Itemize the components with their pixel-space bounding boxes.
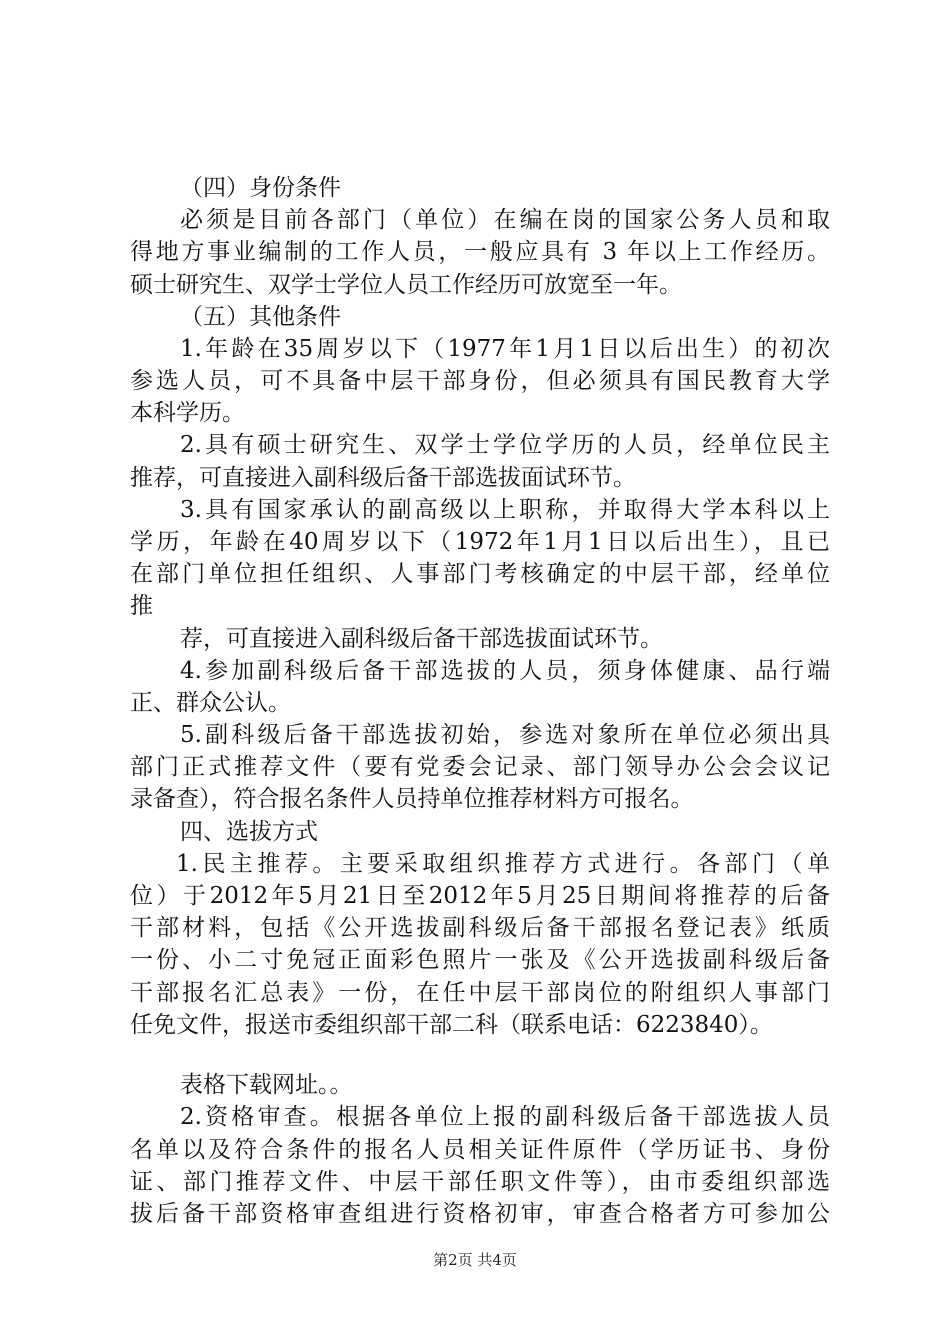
text-line: 证、部门推荐文件、中层干部任职文件等），由市委组织部选	[130, 1169, 830, 1195]
text-line: 表格下载网址。。	[180, 1072, 353, 1098]
text-line: 荐，可直接进入副科级后备干部选拔面试环节。	[180, 626, 663, 652]
text-line: 硕士研究生、双学士学位人员工作经历可放宽至一年。	[130, 272, 682, 298]
text-line: 正、群众公认。	[130, 690, 291, 716]
text-line: 一份、小二寸免冠正面彩色照片一张及《公开选拔副科级后备	[130, 947, 830, 973]
text-line: 在部门单位担任组织、人事部门考核确定的中层干部，经单位	[130, 561, 830, 587]
text-line: 1.民主推荐。主要采取组织推荐方式进行。各部门（单	[176, 851, 830, 877]
text-line: 录备查），符合报名条件人员持单位推荐材料方可报名。	[130, 786, 694, 812]
text-line: 必须是目前各部门（单位）在编在岗的国家公务人员和取	[180, 207, 830, 233]
text-line: 任免文件，报送市委组织部干部二科（联系电话：6223840）。	[130, 1012, 773, 1038]
text-line: 推	[130, 593, 153, 619]
text-line: 3.具有国家承认的副高级以上职称，并取得大学本科以上	[180, 497, 830, 523]
page-number-footer: 第2页 共4页	[433, 1251, 517, 1269]
text-line: 4.参加副科级后备干部选拔的人员，须身体健康、品行端	[180, 658, 830, 684]
heading-other-conditions: （五）其他条件	[180, 304, 341, 330]
text-line: 推荐，可直接进入副科级后备干部选拔面试环节。	[130, 465, 636, 491]
text-line: 位）于2012年5月21日至2012年5月25日期间将推荐的后备	[130, 883, 830, 909]
text-line: 5.副科级后备干部选拔初始，参选对象所在单位必须出具	[180, 722, 830, 748]
text-line: 名单以及符合条件的报名人员相关证件原件（学历证书、身份	[130, 1137, 830, 1163]
text-line: 1.年龄在35周岁以下（1977年1月1日以后出生）的初次	[180, 336, 830, 362]
text-line: 干部材料，包括《公开选拔副科级后备干部报名登记表》纸质	[130, 915, 830, 941]
text-line: 得地方事业编制的工作人员，一般应具有 3 年以上工作经历。	[130, 239, 830, 265]
text-line: 部门正式推荐文件（要有党委会记录、部门领导办公会会议记	[130, 754, 830, 780]
text-line: 参选人员，可不具备中层干部身份，但必须具有国民教育大学	[130, 368, 830, 394]
heading-identity-conditions: （四）身份条件	[180, 175, 341, 201]
text-line: 学历，年龄在40周岁以下（1972年1月1日以后出生），且已	[130, 529, 830, 555]
text-line: 本科学历。	[130, 400, 245, 426]
heading-selection-method: 四、选拔方式	[180, 819, 318, 845]
text-line: 拔后备干部资格审查组进行资格初审，审查合格者方可参加公	[130, 1201, 830, 1227]
text-line: 2.具有硕士研究生、双学士学位学历的人员，经单位民主	[180, 432, 830, 458]
text-line: 干部报名汇总表》一份，在任中层干部岗位的附组织人事部门	[130, 980, 830, 1006]
text-line: 2.资格审查。根据各单位上报的副科级后备干部选拔人员	[180, 1104, 830, 1130]
